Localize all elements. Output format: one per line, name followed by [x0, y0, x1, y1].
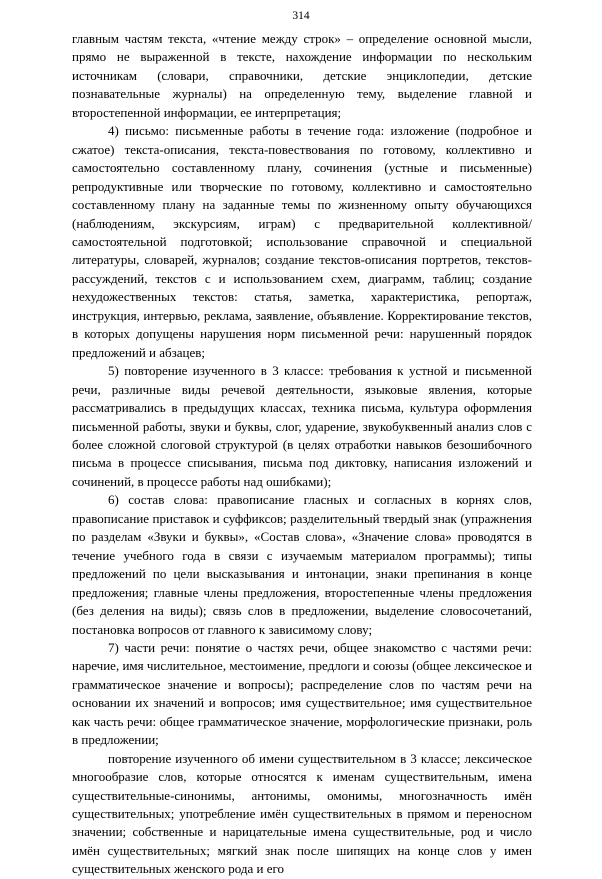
paragraph: повторение изученного об имени существительном в 3 классе; лексическое многообразие слов, которые относятся к именам существительным, имена существительные-синонимы, антонимы, омонимы, многозначность имён существительных; употребление имён существительных в прямом и переносном значении; собственные и нарицательные имена существительные, род и число имён существительных; мягкий знак после шипящих на конце слов у имен существительных женского рода и его	[72, 750, 532, 877]
paragraph: 6) состав слова: правописание гласных и согласных в корнях слов, правописание приставок и суффиксов; разделительный твердый знак (упражнения по разделам «Звуки и буквы», «Состав слова», «Значение слова» проводятся в течение учебного года в связи с изучаемым материалом программы); типы предложений по цели высказывания и интонации, знаки препинания в конце предложения; главные члены предложения, второстепенные члены предложения (без деления на виды); связь слов в предложении, выделение словосочетаний, постановка вопросов от главного к зависимому слову;	[72, 492, 532, 637]
paragraph: 5) повторение изученного в 3 классе: требования к устной и письменной речи, различные виды речевой деятельности, языковые явления, которые рассматривались в предыдущих классах, техника письма, культура оформления письменной работы, звуки и буквы, слог, ударение, звукобуквенный анализ слов с более сложной слоговой структурой (в целях отработки навыков безошибочного письма в процессе списывания, письма под диктовку, написания изложений и сочинений, в процессе работы над ошибками);	[72, 363, 532, 489]
paragraph: главным частям текста, «чтение между строк» – определение основной мысли, прямо не выраженной в тексте, нахождение информации по нескольким источникам (словари, справочники, детские энциклопедии, детские познавательные журналы) на определенную тему, выделение главной и второстепенной информации, ее интерпретация;	[72, 31, 532, 120]
document-body	[72, 30, 532, 879]
paragraph: 7) части речи: понятие о частях речи, общее знакомство с частями речи: наречие, имя числительное, местоимение, предлоги и союзы (общее лексическое и грамматическое значение и вопросы); распределение слов по частям речи на основании их значений и вопросов; имя существительное; имя существительное как часть речи: общее грамматическое значение, морфологические признаки, роль в предложении;	[72, 639, 532, 748]
paragraph: 4) письмо: письменные работы в течение года: изложение (подробное и сжатое) текста-описания, текста-повествования по готовому, коллективно и самостоятельно составленному плану, сочинения (устные и письменные) репродуктивные или творческие по готовому, коллективно и самостоятельно составленному плану на заданные темы по жизненному опыту обучающихся (наблюдениям, экскурсиям, играм) с предварительной коллективной/ самостоятельной подготовкой; использование справочной и специальной литературы, словарей, журналов; создание текстов-описания портретов, текстов-рассуждений, текстов с и использованием схем, диаграмм, таблиц; создание нехудожественных текстов: статья, заметка, характеристика, репортаж, инструкция, интервью, реклама, заявление, объявление. Корректирование текстов, в которых допущены нарушения норм письменной речи: нарушенный порядок предложений и абзацев;	[72, 123, 532, 360]
page-number: 314	[292, 10, 310, 22]
